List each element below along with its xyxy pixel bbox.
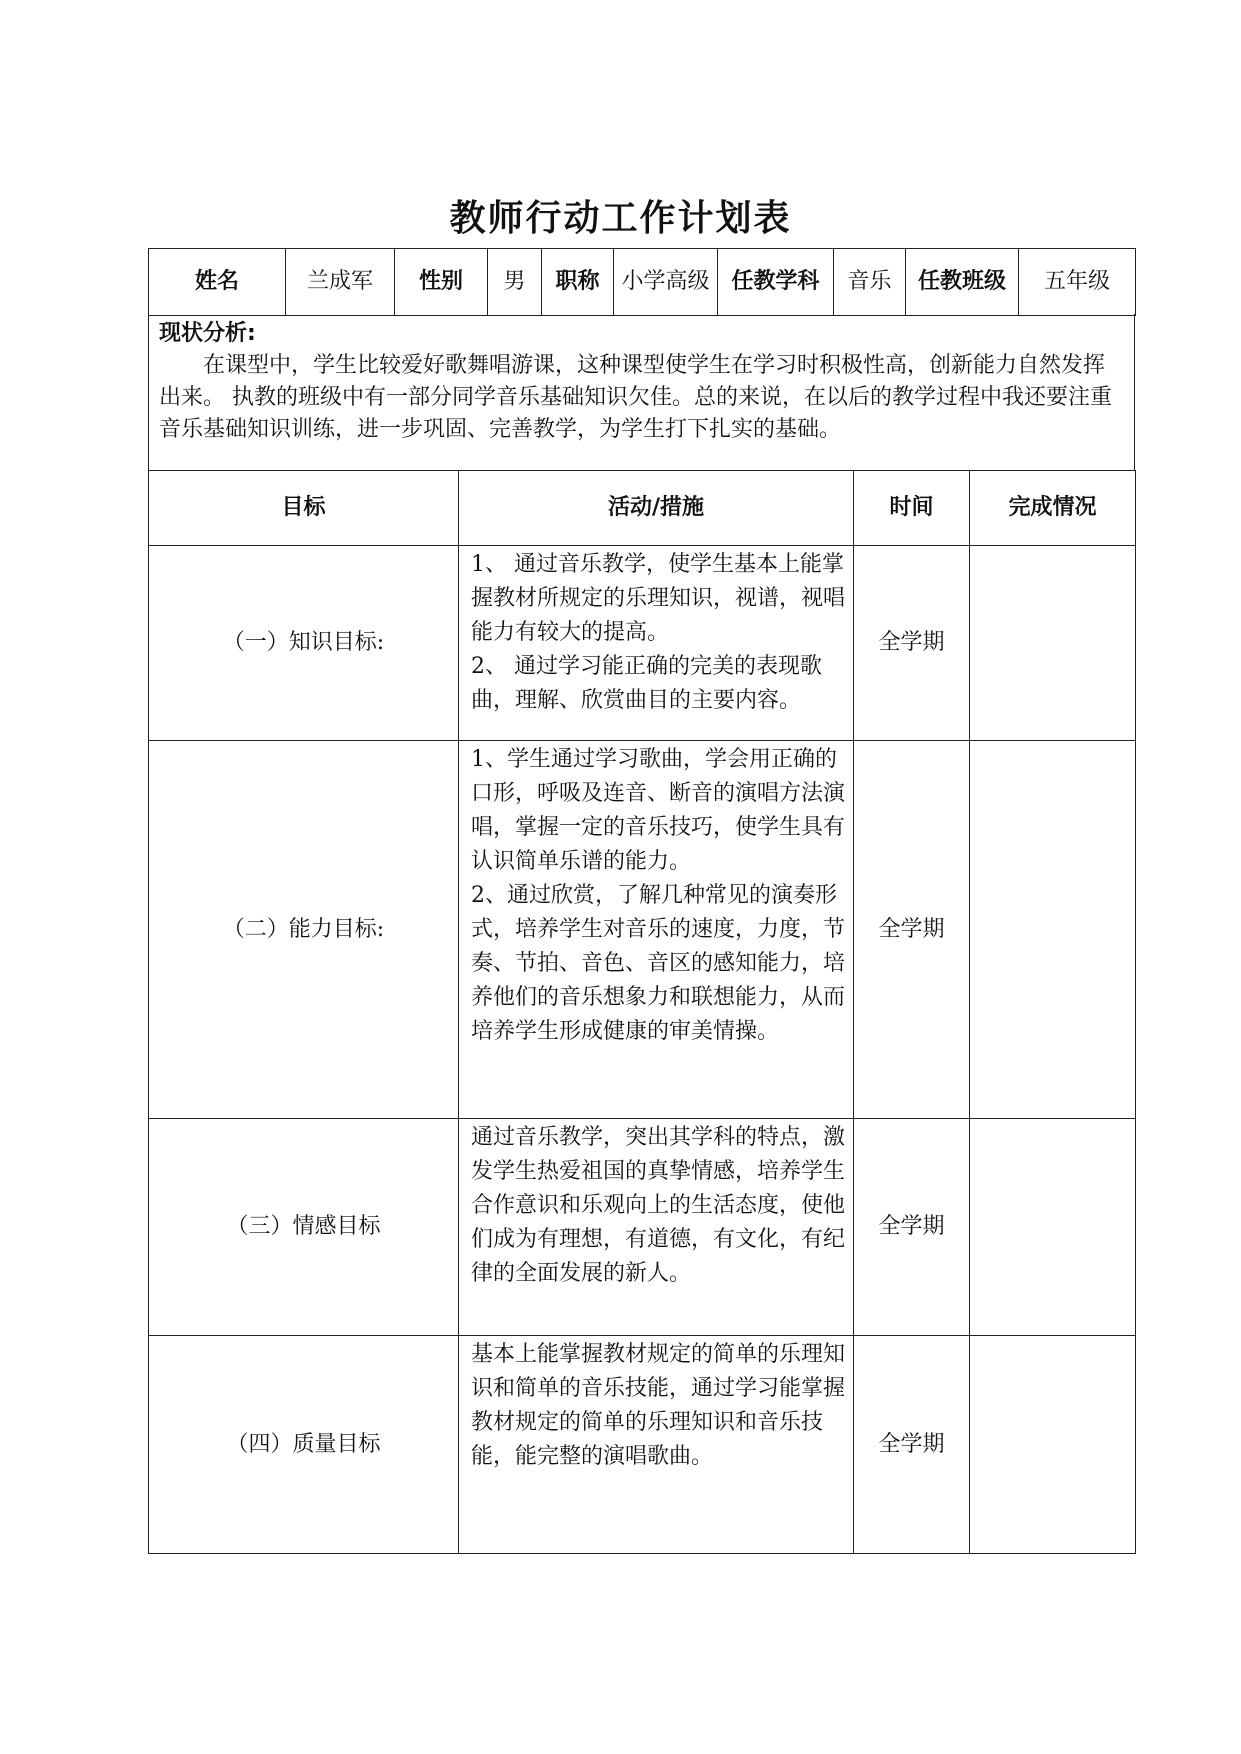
class-label: 任教班级 [906, 249, 1019, 316]
status-cell [970, 1119, 1136, 1336]
rank-value: 小学高级 [614, 249, 718, 316]
time-cell: 全学期 [854, 546, 970, 741]
activity-item: 基本上能掌握教材规定的简单的乐理知识和简单的音乐技能，通过学习能掌握教材规定的简单的乐理知识和音乐技能，能完整的演唱歌曲。 [471, 1342, 846, 1469]
analysis-text: 在课型中，学生比较爱好歌舞唱游课，这种课型使学生在学习时积极性高，创新能力自然发挥出来。 执教的班级中有一部分同学音乐基础知识欠佳。总的来说，在以后的教学过程中我还要注重音乐基础知识训练，进一步巩固、完善教学，为学生打下扎实的基础。 [159, 353, 1112, 442]
activity-cell [459, 546, 854, 741]
table-row [149, 1336, 1136, 1554]
name-label: 姓名 [149, 249, 286, 316]
goal-quality: （四）质量目标 [149, 1336, 459, 1554]
subject-label: 任教学科 [718, 249, 834, 316]
analysis-heading: 现状分析: [159, 321, 256, 346]
status-analysis [148, 314, 1135, 470]
goal-ability: （二）能力目标: [149, 741, 459, 1119]
activity-item: 通过音乐教学，突出其学科的特点，激发学生热爱祖国的真挚情感，培养学生合作意识和乐观向上的生活态度，使他们成为有理想，有道德，有文化，有纪律的全面发展的新人。 [471, 1125, 846, 1286]
goal-header: 目标 [149, 471, 459, 546]
table-row [149, 741, 1136, 1119]
time-cell: 全学期 [854, 1119, 970, 1336]
activity-item: 1、学生通过学习歌曲，学会用正确的口形，呼吸及连音、断音的演唱方法演唱，掌握一定的音乐技巧，使学生具有认识简单乐谱的能力。 [471, 747, 846, 874]
activity-item: 1、 通过音乐教学，使学生基本上能掌握教材所规定的乐理知识，视谱，视唱能力有较大的提高。 [471, 552, 846, 645]
page-title: 教师行动工作计划表 [449, 198, 792, 239]
activity-cell [459, 741, 854, 1119]
status-cell [970, 741, 1136, 1119]
status-cell [970, 1336, 1136, 1554]
activity-cell [459, 1119, 854, 1336]
rank-label: 职称 [542, 249, 614, 316]
time-header: 时间 [854, 471, 970, 546]
teacher-info-row [149, 249, 1136, 316]
table-row [149, 546, 1136, 741]
gender-value: 男 [488, 249, 542, 316]
activity-cell [459, 1336, 854, 1554]
goal-knowledge: （一）知识目标: [149, 546, 459, 741]
class-value: 五年级 [1019, 249, 1136, 316]
name-value: 兰成军 [286, 249, 395, 316]
plan-header-row [149, 471, 1136, 546]
table-row [149, 1119, 1136, 1336]
activity-item: 2、通过欣赏，了解几种常见的演奏形式，培养学生对音乐的速度，力度，节奏、节拍、音色、音区的感知能力，培养他们的音乐想象力和联想能力，从而培养学生形成健康的审美情操。 [471, 883, 846, 1044]
gender-label: 性别 [395, 249, 488, 316]
activity-item: 2、 通过学习能正确的完美的表现歌曲，理解、欣赏曲目的主要内容。 [471, 654, 822, 713]
teacher-info-table [148, 248, 1136, 316]
plan-table [148, 470, 1136, 1554]
time-cell: 全学期 [854, 1336, 970, 1554]
subject-value: 音乐 [834, 249, 906, 316]
goal-emotion: （三）情感目标 [149, 1119, 459, 1336]
time-cell: 全学期 [854, 741, 970, 1119]
status-header: 完成情况 [970, 471, 1136, 546]
status-cell [970, 546, 1136, 741]
activity-header: 活动/措施 [459, 471, 854, 546]
